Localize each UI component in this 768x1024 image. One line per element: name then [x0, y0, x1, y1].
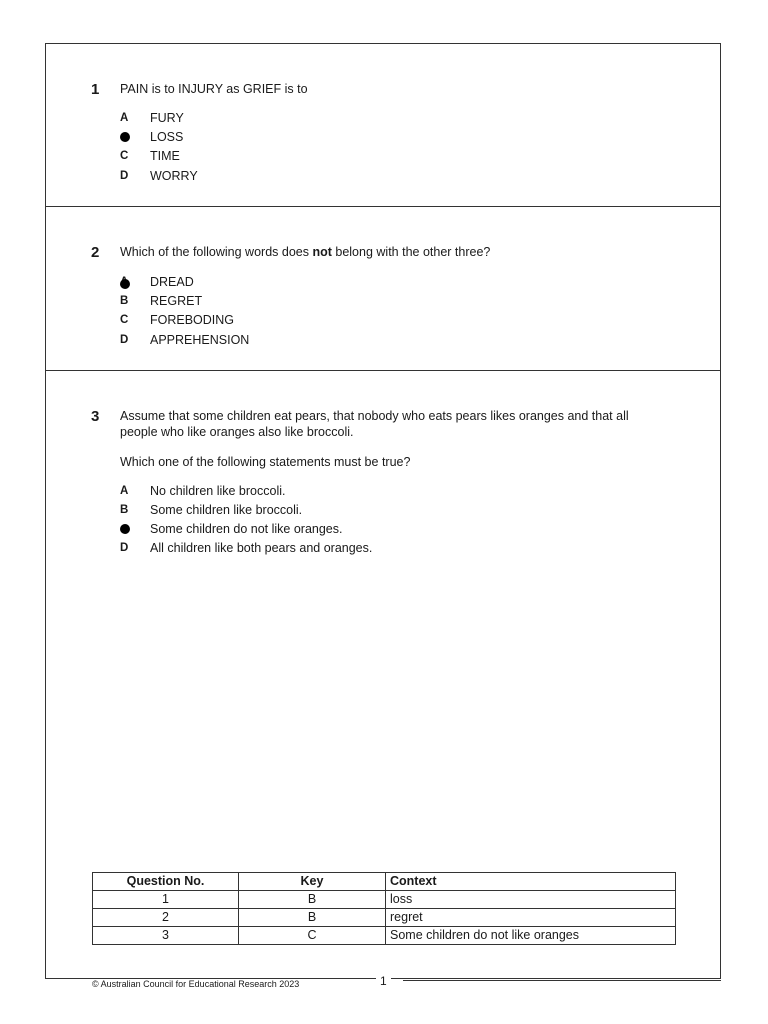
- option-letter: D: [120, 542, 129, 554]
- table-cell: 1: [93, 891, 239, 909]
- option-letter: D: [120, 334, 129, 346]
- stem-emphasis: not: [312, 245, 332, 259]
- option-letter: D: [120, 170, 129, 182]
- table-cell: Some children do not like oranges: [386, 927, 676, 945]
- table-cell: loss: [386, 891, 676, 909]
- copyright-text: © Australian Council for Educational Research 2023: [92, 979, 303, 989]
- footer-rule: [403, 980, 721, 981]
- table-cell: regret: [386, 909, 676, 927]
- table-row: [93, 909, 676, 927]
- option-text: REGRET: [150, 294, 203, 308]
- option-text: WORRY: [150, 169, 198, 183]
- option-text: All children like both pears and oranges.: [150, 541, 373, 555]
- question-prompt: Which one of the following statements must be true?: [120, 455, 411, 469]
- stem-text: belong with the other three?: [331, 245, 491, 259]
- column-header: Context: [386, 873, 676, 891]
- option-letter: A: [120, 485, 129, 497]
- selected-bullet-icon: [120, 279, 130, 289]
- selected-bullet-icon: [120, 524, 130, 534]
- option-text: Some children like broccoli.: [150, 503, 303, 517]
- question-number: 3: [91, 408, 100, 425]
- table-cell: 2: [93, 909, 239, 927]
- table-row: [93, 891, 676, 909]
- question-number: 2: [91, 244, 100, 261]
- table-cell: 3: [93, 927, 239, 945]
- page-frame: [45, 43, 721, 979]
- selected-bullet-icon: [120, 132, 130, 142]
- table-cell: B: [239, 909, 386, 927]
- option-text: TIME: [150, 149, 180, 163]
- table-cell: C: [239, 927, 386, 945]
- answer-key-table: [92, 872, 676, 945]
- option-text: FURY: [150, 111, 184, 125]
- column-header: Key: [239, 873, 386, 891]
- option-text: FOREBODING: [150, 313, 235, 327]
- table-cell: B: [239, 891, 386, 909]
- option-text: DREAD: [150, 275, 194, 289]
- column-header: Question No.: [93, 873, 239, 891]
- table-header-row: [93, 873, 676, 891]
- option-text: Some children do not like oranges.: [150, 522, 343, 536]
- option-letter: C: [120, 150, 129, 162]
- option-letter: B: [120, 295, 129, 307]
- option-letter: C: [120, 314, 129, 326]
- page-number: 1: [376, 974, 391, 988]
- question-stem: [120, 245, 660, 261]
- option-text: APPREHENSION: [150, 333, 250, 347]
- question-stem: PAIN is to INJURY as GRIEF is to: [120, 82, 308, 96]
- section-divider: [45, 206, 721, 207]
- option-text: LOSS: [150, 130, 184, 144]
- stem-text: Which of the following words does: [120, 245, 313, 259]
- table-row: [93, 927, 676, 945]
- section-divider: [45, 370, 721, 371]
- question-number: 1: [91, 81, 100, 98]
- option-letter: A: [120, 112, 129, 124]
- question-stem: Assume that some children eat pears, that nobody who eats pears likes oranges and that all people who like oranges also like broccoli.: [120, 409, 629, 439]
- option-text: No children like broccoli.: [150, 484, 286, 498]
- option-letter: B: [120, 504, 129, 516]
